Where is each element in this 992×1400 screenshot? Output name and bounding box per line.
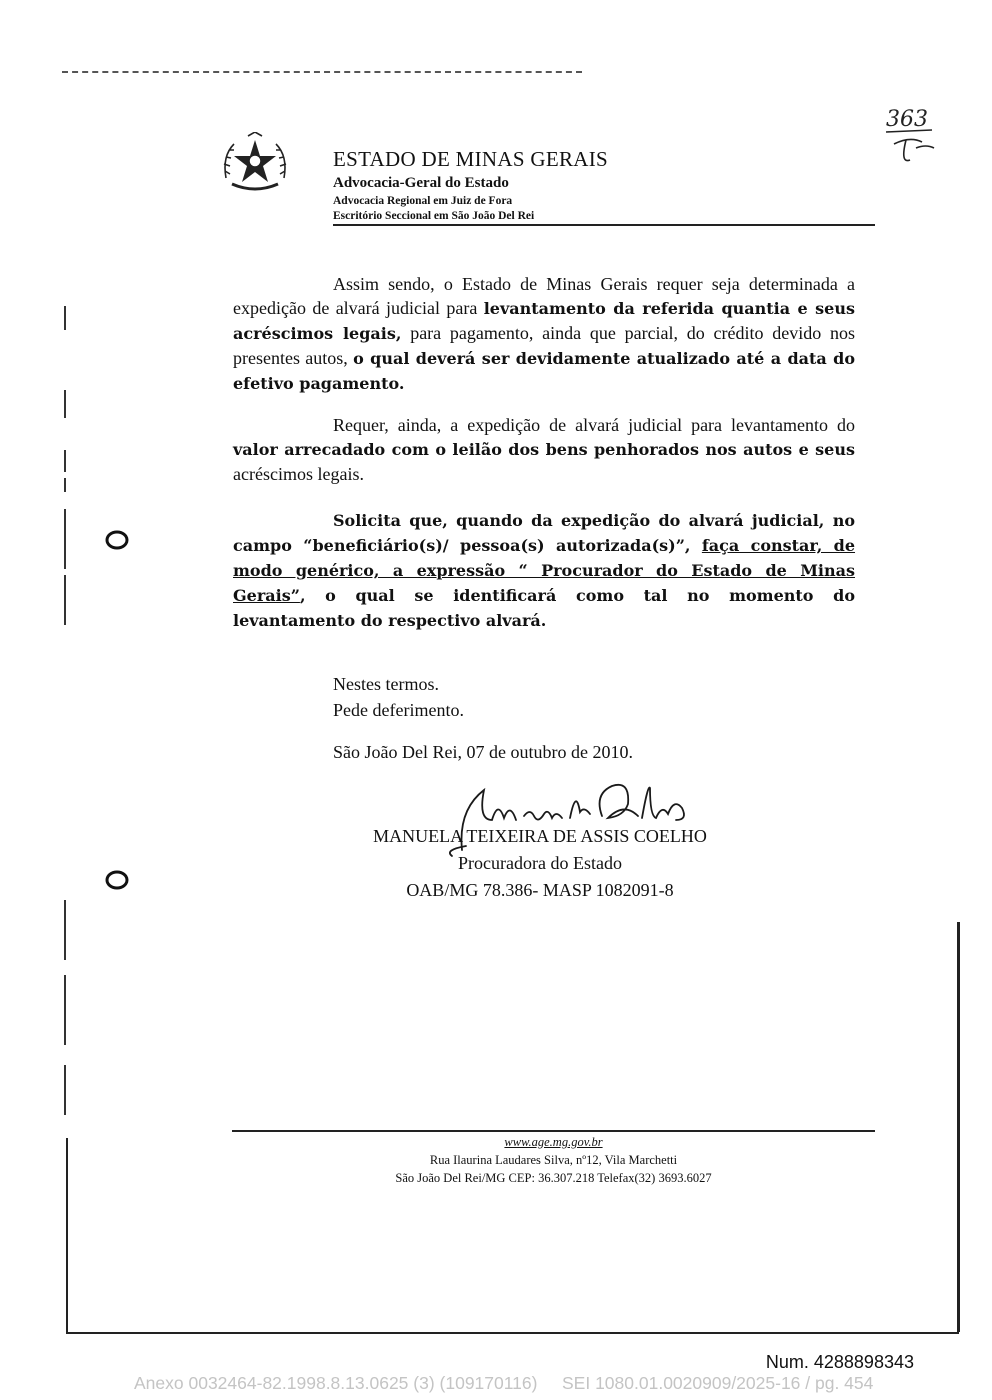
agency-name: Advocacia-Geral do Estado: [333, 175, 509, 191]
document-number-stamp: Num. 4288898343: [765, 1352, 914, 1372]
bold-text-run: o qual deverá ser devidamente atualizado até a data do efetivo pagamento.: [233, 349, 856, 393]
paragraph-1: [233, 272, 855, 396]
footer-address: Rua Ilaurina Laudares Silva, nº12, Vila Marchetti: [429, 1153, 678, 1167]
page-number-text: 363: [886, 107, 928, 132]
minas-gerais-coat-of-arms-icon: [218, 132, 292, 194]
punch-hole-icon: [104, 529, 130, 551]
frame-bottom-line: [66, 1332, 959, 1334]
date-line: São João Del Rei, 07 de outubro de 2010.: [333, 742, 633, 762]
signatory-registration: OAB/MG 78.386- MASP 1082091-8: [406, 880, 674, 900]
sei-page-stamp: SEI 1080.01.0020909/2025-16 / pg. 454: [562, 1373, 874, 1393]
margin-mark: [64, 900, 66, 960]
text-run: Requer, ainda, a expedição de alvará judicial para levantamento do: [333, 415, 855, 435]
text-run: acréscimos legais.: [233, 464, 364, 484]
bold-text-run: faça constar, de modo genérico, a expressão “ Procurador do Estado de Minas Gerais”: [233, 536, 856, 605]
margin-mark: [64, 975, 66, 1045]
text-run: para pagamento, ainda que parcial, do crédito devido nos presentes autos,: [233, 323, 855, 368]
top-dashed-line: [62, 71, 582, 73]
footer: [232, 1133, 875, 1187]
frame-right-line: [957, 922, 960, 1332]
signatory-block: [330, 823, 750, 904]
punch-hole-icon: [104, 869, 130, 891]
bold-text-run: Solicita que, quando da expedição do alvará judicial, no campo “beneficiário(s)/ pessoa(s) autorizada(s)”,: [233, 511, 855, 555]
margin-mark: [64, 509, 66, 569]
footer-city-line: São João Del Rei/MG CEP: 36.307.218 Telefax(32) 3693.6027: [395, 1171, 712, 1185]
closing-line-1: Nestes termos.: [333, 674, 439, 694]
text-run: Assim sendo, o Estado de Minas Gerais requer seja determinada a expedição de alvará judicial para: [233, 274, 855, 318]
header-divider: [333, 224, 875, 226]
frame-left-line: [66, 1138, 68, 1333]
handwritten-page-number: [880, 104, 950, 174]
paragraph-2: [233, 413, 855, 486]
state-name: ESTADO DE MINAS GERAIS: [333, 147, 609, 171]
bold-text-run: valor arrecadado com o leilão dos bens penhorados nos autos e seus: [233, 440, 855, 459]
margin-mark: [64, 450, 66, 472]
signatory-title: Procuradora do Estado: [458, 853, 622, 873]
margin-mark: [64, 1065, 66, 1115]
footer-url[interactable]: www.age.mg.gov.br: [504, 1135, 603, 1149]
bold-text-run: levantamento da referida quantia e seus acréscimos legais,: [233, 299, 855, 343]
paragraph-3: [233, 508, 855, 633]
footer-divider: [232, 1130, 875, 1132]
body-paragraph-3: [233, 508, 855, 633]
letterhead: [333, 149, 608, 222]
closing-block: [333, 671, 464, 723]
bold-text-run: , o qual se identificará como tal no momento do levantamento do respectivo alvará.: [233, 586, 855, 630]
body-paragraph-1: [233, 272, 855, 396]
body-paragraph-2: [233, 413, 855, 486]
margin-mark: [64, 306, 66, 330]
margin-mark: [64, 390, 66, 418]
annex-stamp: Anexo 0032464-82.1998.8.13.0625 (3) (109170116): [134, 1373, 538, 1393]
regional-office: Advocacia Regional em Juiz de Fora: [333, 195, 513, 207]
margin-mark: [64, 478, 66, 492]
signatory-name: MANUELA TEIXEIRA DE ASSIS COELHO: [373, 826, 707, 846]
margin-mark: [64, 575, 66, 625]
local-office: Escritório Seccional em São João Del Rei: [333, 209, 535, 222]
closing-line-2: Pede deferimento.: [333, 700, 464, 720]
